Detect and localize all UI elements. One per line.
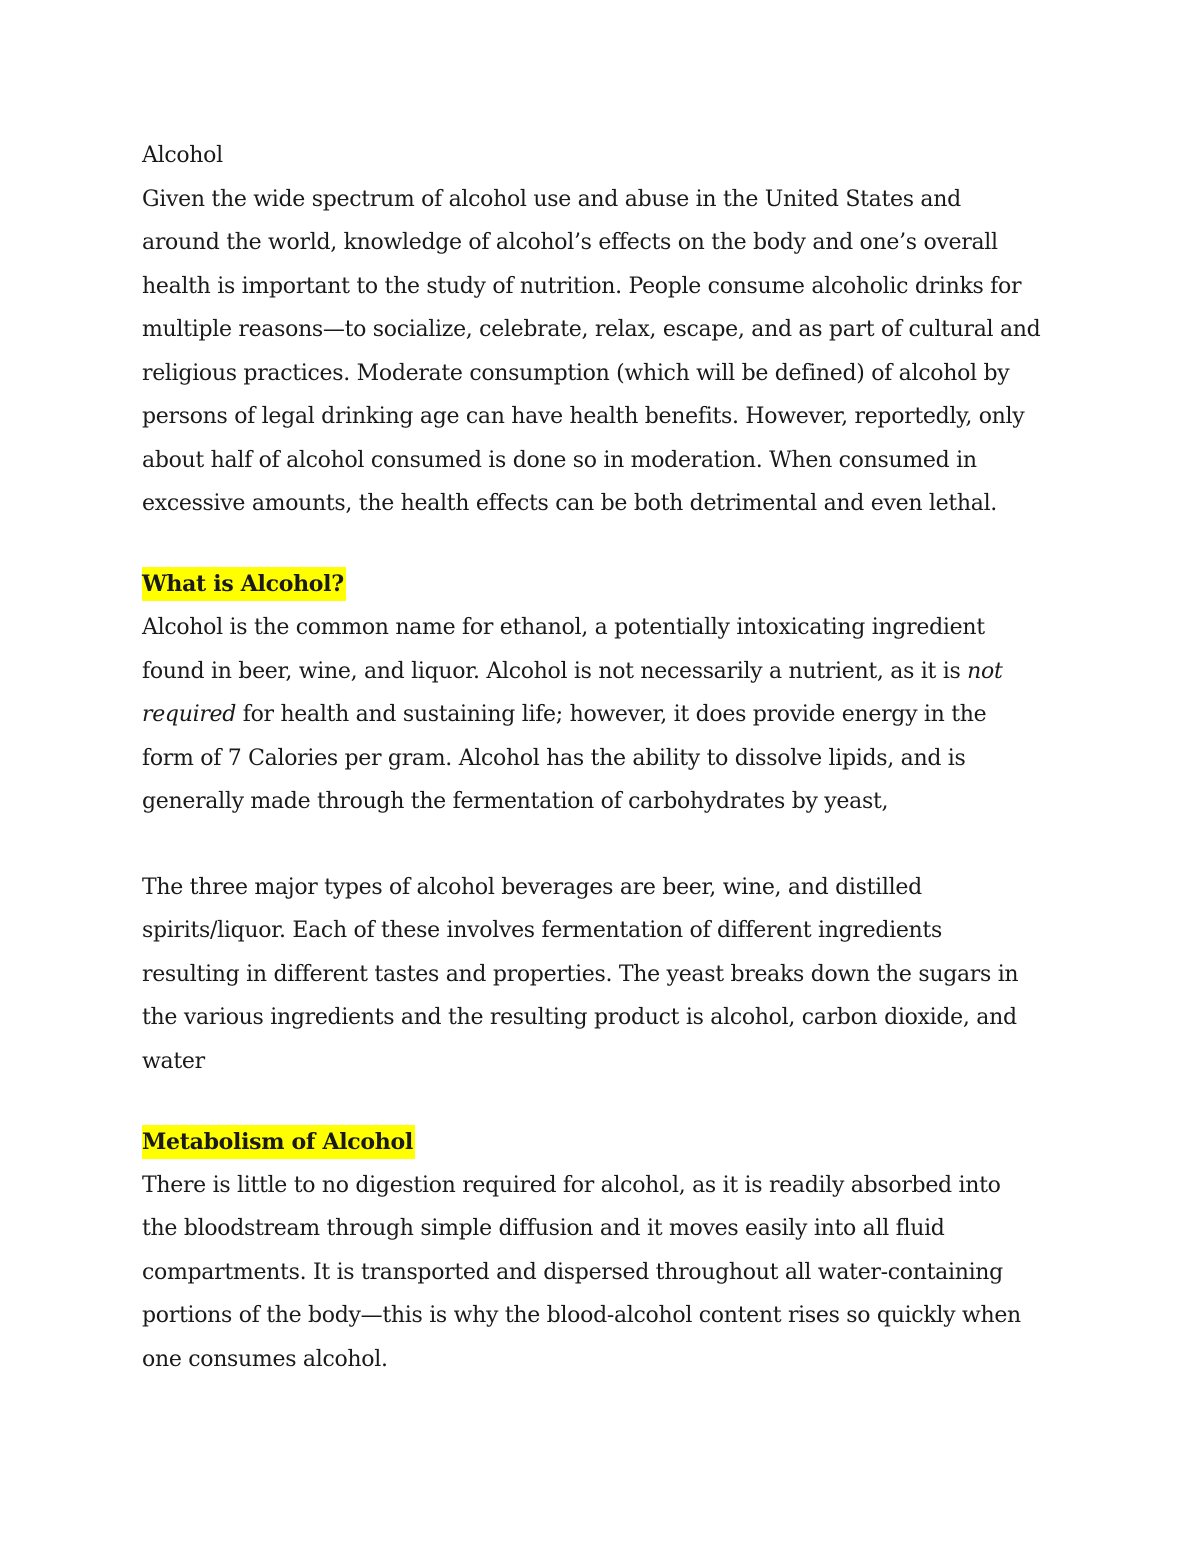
section1-paragraph2: [142, 866, 1072, 1084]
paragraph-line: water: [142, 1048, 205, 1074]
emphasis-text: not: [967, 658, 1003, 684]
paragraph-line: the various ingredients and the resulting product is alcohol, carbon dioxide, and: [142, 1005, 1017, 1030]
paragraph-line: generally made through the fermentation of carbohydrates by yeast,: [142, 789, 889, 814]
paragraph-line: about half of alcohol consumed is done so in moderation. When consumed in: [142, 447, 977, 473]
document-title: Alcohol: [142, 143, 223, 168]
paragraph-line: multiple reasons—to socialize, celebrate, relax, escape, and as part of cultural and: [142, 317, 1041, 342]
paragraph-line: [142, 693, 1072, 737]
paragraph-line: compartments. It is transported and dispersed throughout all water-containing: [142, 1259, 1003, 1285]
text-span: found in beer, wine, and liquor. Alcohol is not necessarily a nutrient, as it is: [142, 658, 968, 684]
paragraph-line: religious practices. Moderate consumption (which will be defined) of alcohol by: [142, 360, 1010, 386]
intro-paragraph: [142, 178, 1072, 526]
document-page: [142, 134, 1072, 1381]
paragraph-line: one consumes alcohol.: [142, 1346, 388, 1372]
paragraph-line: Alcohol is the common name for ethanol, a potentially intoxicating ingredient: [142, 615, 985, 640]
paragraph-line: The three major types of alcohol beverages are beer, wine, and distilled: [142, 874, 922, 900]
paragraph-line: health is important to the study of nutrition. People consume alcoholic drinks for: [142, 273, 1022, 299]
section2-paragraph: [142, 1164, 1072, 1382]
section-heading-metabolism: Metabolism of Alcohol: [142, 1125, 415, 1159]
paragraph-line: There is little to no digestion required for alcohol, as it is readily absorbed into: [142, 1172, 1001, 1198]
paragraph-line: the bloodstream through simple diffusion and it moves easily into all fluid: [142, 1216, 945, 1241]
paragraph-line: portions of the body—this is why the blood-alcohol content rises so quickly when: [142, 1303, 1021, 1328]
paragraph-line: [142, 650, 1072, 694]
section-heading-what-is-alcohol: What is Alcohol?: [142, 567, 346, 601]
paragraph-line: Given the wide spectrum of alcohol use and abuse in the United States and: [142, 186, 961, 212]
text-span: for health and sustaining life; however, it does provide energy in the: [236, 702, 987, 727]
paragraph-line: spirits/liquor. Each of these involves fermentation of different ingredients: [142, 918, 942, 943]
paragraph-line: resulting in different tastes and properties. The yeast breaks down the sugars in: [142, 961, 1019, 987]
paragraph-line: persons of legal drinking age can have health benefits. However, reportedly, only: [142, 404, 1025, 429]
paragraph-line: excessive amounts, the health effects can be both detrimental and even lethal.: [142, 491, 998, 516]
emphasis-text: required: [142, 702, 237, 727]
paragraph-line: form of 7 Calories per gram. Alcohol has the ability to dissolve lipids, and is: [142, 745, 966, 771]
paragraph-line: around the world, knowledge of alcohol’s effects on the body and one’s overall: [142, 230, 998, 255]
section1-paragraph1: [142, 606, 1072, 824]
